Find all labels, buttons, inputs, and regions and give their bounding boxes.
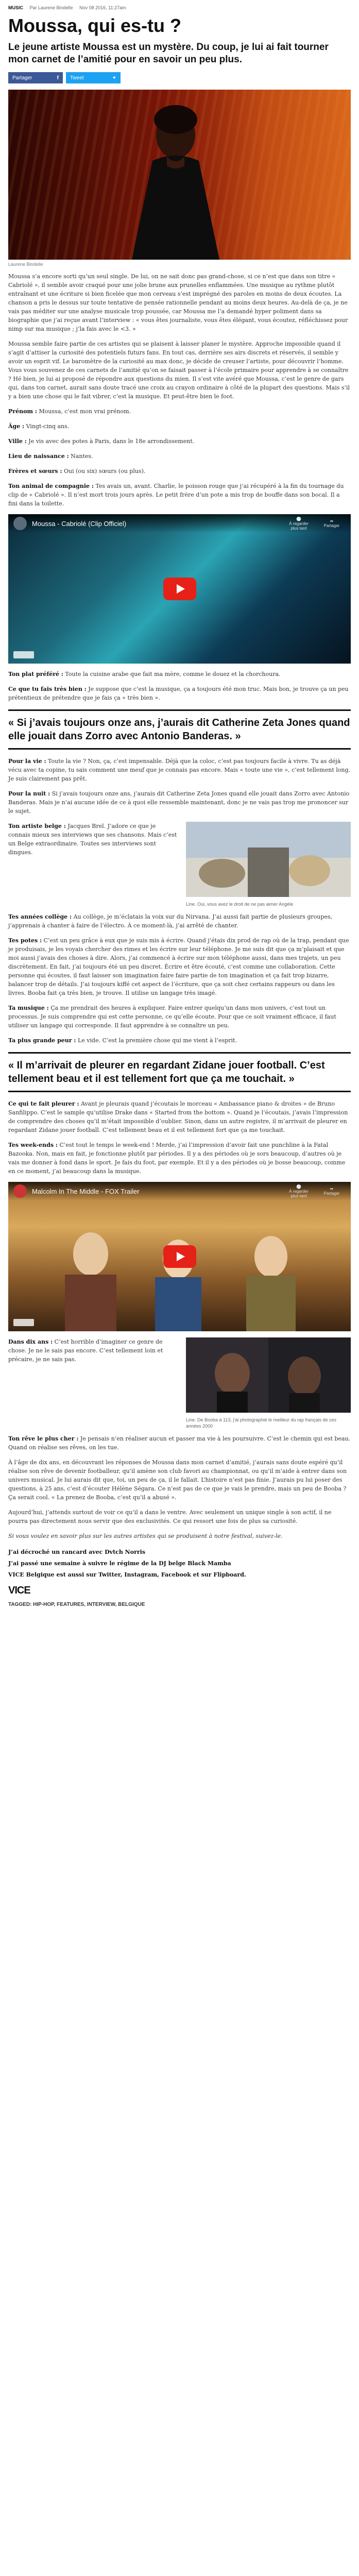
qa-label: Ce qui te fait pleurer :: [8, 1100, 79, 1107]
youtube-logo-icon[interactable]: [13, 651, 34, 658]
qa-pleurer: [8, 1099, 351, 1134]
qa-label: Ta plus grande peur :: [8, 1037, 76, 1044]
qa-label: Tes week-ends :: [8, 1142, 58, 1148]
qa-label: Ton artiste belge :: [8, 823, 66, 829]
qa-potes: [8, 936, 351, 997]
play-icon[interactable]: [163, 1245, 196, 1268]
qa-answer: Nantes.: [71, 453, 93, 460]
qa-reve: [8, 1434, 351, 1452]
qa-label: Âge :: [8, 423, 25, 430]
share-row: [8, 72, 351, 83]
footer-link-2-anchor[interactable]: J’ai passé une semaine à suivre le régime de la DJ belge Black Mamba: [8, 1560, 231, 1567]
video-share-label: Partager: [323, 523, 340, 528]
section-label[interactable]: MUSIC: [8, 5, 23, 10]
article-meta: [8, 0, 351, 12]
qa-label: Ton plat préféré :: [8, 671, 63, 677]
hero-portrait-figure: [122, 99, 230, 260]
facebook-share-button[interactable]: [8, 72, 63, 83]
qa-musique: [8, 1004, 351, 1030]
related-image-1[interactable]: [186, 822, 351, 897]
aujourdhui-paragraph: Aujourd’hui, j’attends surtout de voir ce qu’il a dans le ventre. Avec seulement un unique single à son actif, il ne pourra pas directement nous servir que des exclusivités. Ce qui ressort une fois de plus sa curiosité.: [8, 1509, 332, 1524]
twitter-icon: ✦: [112, 75, 116, 81]
channel-avatar[interactable]: [13, 1184, 27, 1198]
related-card-1[interactable]: [186, 822, 351, 907]
author-byline[interactable]: Par Laurene Bindelle: [29, 5, 73, 10]
qa-answer: Je vis avec des potes à Paris, dans le 18e arrondissement.: [28, 438, 195, 445]
qa-answer: Tes avais un, avant. Charlie, le poisson rouge que j’ai récupéré à la fin du tournage du clip de « Cabriolé ». Il n’est mort trois jours après. Le petit frère d’un pote a mis trop de bouffe dans son bocal. Il a fini dans la toilette.: [8, 483, 344, 507]
qa-answer: C’est un peu grâce à eux que je suis mis à écrire. Quand j’étais dix prod de rap où de la trap, pendant que je produisais, je les voyais chercher des rimes et les écrire sur leur téléphone. Je me suis dit que ça m’plaisait et que moi aussi j’avais des choses à dire. Alors, j’ai commencé à écrire sur mon téléphone aussi, dans mes trajets, un peu discrètement. En fait, j’ai toujours été un peu discret. Écrire et être écouté, c’est comme une collaboration. Cette personne qui écoutes, il faut laisser son imagination faire faire partie de ton imagination et ça fait trop bizarre, balancer trop de détails. J’ai toujours kiffé cet aspect de l’écriture, que ça soit chez certains rappeurs ou dans les livres. Booba fait ça très bien, je trouve. Il utilise un langage très imagé.: [8, 937, 349, 996]
qa-answer: Toute la vie ? Non, ça, c’est impensable. Déjà que la coloc, c’est pas toujours facile à vivre. Tu as déjà vécu avec ta copine, tu sais comment une meuf que je connais pas encore. Mais « toute une vie », c’est tellement long. Je suis clairement pas prêt.: [8, 758, 351, 782]
qa-plat: [8, 670, 351, 679]
qa-label: Pour la vie :: [8, 758, 46, 765]
video-share-button[interactable]: [318, 1187, 346, 1196]
pull-quote-1: « Si j’avais toujours onze ans, j’aurais dit Catherine Zeta Jones quand elle jouait dans Zorro avec Antonio Banderas. »: [8, 709, 351, 750]
qa-answer: Je suppose que c’est la musique, ça a toujours été mon truc. Mais bon, je trouve ça un peu prétentieux de prétendre que je fais ça « très bien ».: [8, 686, 349, 701]
qa-label: Ville :: [8, 438, 27, 445]
qa-answer: Avant je pleurais quand j’écoutais le morceau « Ambassance piano & droites » de Bruno Sanfilippo. C’est le sample qu’utilise Drake dans « Started from the bottom ». Quand je l’écoutais, j’avais l’impression de comprendre des choses qu’il m’était impossible d’oublier. Sinon, dans un autre registre, il m’arrivait de pleurer en regardant Zidane jouer football. C’est tellement beau et il est tellement fort que ça me touchait.: [8, 1100, 348, 1133]
qa-answer: Ça me prendrait des heures à expliquer. Faire entrer quelqu’un dans mon univers, c’est tout un processus. Je suis comprendre qui est cette personne, ce qu’elle écoute. Pour que ce soit vraiment efficace, il faut utiliser un langage qui corresponde. Il faut apprendre à se connaître un peu.: [8, 1005, 336, 1029]
video-share-label: Partager: [323, 1191, 340, 1196]
hero-caption: Laurene Bindelle: [8, 262, 43, 267]
video-header: [8, 1182, 351, 1200]
footer-links: [8, 1547, 351, 1581]
channel-avatar[interactable]: [13, 517, 27, 530]
qa-answer: Vingt-cinq ans.: [26, 423, 70, 430]
qa-ville: [8, 437, 351, 446]
qa-label: Dans dix ans :: [8, 1338, 53, 1345]
twitter-share-button[interactable]: [66, 72, 121, 83]
intro-paragraph-2: Moussa semble faire partie de ces artistes qui se plaisent à laisser planer le mystère. Approche impossible quand il s’agit d’attiser la curiosité des potentiels futurs fans. En tout cas, derrière ses airs discrets et réservés, il semble y avoir un esprit vif. Le baromètre de la curiosité au max donc, je décide de creuser l’artiste, pour découvrir l’homme. Vous vous souvenez de ces carnets de l’amitié qu’on se faisait passer à l’école primaire pour apprendre à se connaître ? Hé bien, je lui ai proposé de répondre aux questions du mien. Il s’est vite avéré que Moussa, c’est le genre de gars qui, dans ton carnet, aurait sans doute tracé une croix au crayon ordinaire à côté de la plupart des questions. Mais s’il y a bien une chose qui le fait vibrer, c’est la musique. Et peut-être bien le foot.: [8, 341, 350, 400]
closing-paragraph: À l’âge de dix ans, en découvrant les réponses de Moussa dans mon carnet d’amitié, j’aurais sans doute espéré qu’il réalise son rêve de devenir footballeur, qu’il amène son club favori au championnat, ou qu’il m’aide à entrer dans son univers musical. Je lui aurais dit que, toi, un peu de ça, il le fallait. L’histoire n’est pas finie. J’aurais pu lui poser des questions, à 25 ans, c’est d’écouter Hélène Ségara. Ce n’est pas de ce que je vais le prendre, mais un peu de Booba ? Ça serait cool. « La prenez de Booba, c’est qu’il a abusé ».: [8, 1459, 347, 1501]
vice-logo[interactable]: VICE: [8, 1585, 30, 1596]
qa-answer: Toute la cuisine arabe que fait ma mère, comme le douez et la chorchoura.: [65, 671, 281, 677]
video-title[interactable]: Malcolm In The Middle - FOX Trailer: [32, 1187, 140, 1195]
qa-answer: Oui (ou six) sœurs (ou plus).: [64, 468, 146, 474]
watch-later-button[interactable]: [285, 1184, 313, 1198]
youtube-logo-icon[interactable]: [13, 1319, 34, 1326]
qa-freres: [8, 467, 351, 476]
qa-answer: Le vide. C’est la première chose qui me vient à l’esprit.: [77, 1037, 237, 1044]
qa-naissance: [8, 452, 351, 461]
share-arrow-icon: ➦: [330, 519, 334, 523]
qa-label: Tes potes :: [8, 937, 42, 944]
qa-label: Tes années collège :: [8, 913, 72, 920]
qa-prenom: [8, 407, 351, 416]
video-embed-cabriole[interactable]: [8, 514, 351, 664]
qa-label: Ton animal de compagnie :: [8, 483, 94, 489]
article-title: Moussa, qui es-tu ?: [8, 15, 182, 36]
qa-weekend: [8, 1141, 351, 1176]
clock-icon: 🕑: [296, 516, 301, 521]
watch-later-label: À regarder plus tard: [289, 1189, 309, 1198]
qa-label: Prénom :: [8, 408, 37, 415]
qa-label: Lieu de naissance :: [8, 453, 69, 460]
watch-later-button[interactable]: [285, 517, 313, 531]
facebook-share-label: Partager: [12, 75, 32, 81]
qa-animal: [8, 482, 351, 508]
footer-link-1-anchor[interactable]: J’ai décroché un rancard avec Dvtch Norris: [8, 1549, 146, 1555]
footer-link-1[interactable]: [8, 1547, 351, 1558]
qa-talent: [8, 685, 351, 702]
italic-note: Si vous voulez en savoir plus sur les autres artistes qui se produisent à notre festival, suivez-le.: [8, 1533, 283, 1539]
video-header: [8, 514, 351, 533]
twitter-share-label: Tweet: [70, 75, 84, 81]
qa-age: [8, 422, 351, 431]
clock-icon: 🕑: [296, 1184, 301, 1189]
qa-pour-la-vie: [8, 757, 351, 783]
qa-pour-la-nuit: [8, 789, 351, 816]
publish-date: Nov 08 2016, 11:27am: [79, 5, 126, 10]
footer-link-3[interactable]: [8, 1569, 351, 1581]
video-embed-malcolm[interactable]: [8, 1182, 351, 1331]
qa-college: [8, 912, 351, 930]
qa-label: Frères et sœurs :: [8, 468, 62, 474]
related-card-2[interactable]: [186, 1337, 351, 1429]
qa-answer: Jacques Brel. J’adore ce que je connais mieux ses interviews que ses chansons. Mais c’est un Belge extraordinaire. Toutes ses interviews sont dingues.: [8, 823, 177, 856]
share-arrow-icon: ➦: [330, 1187, 334, 1191]
article-tags[interactable]: TAGGED: HIP-HOP, FEATURES, INTERVIEW, BELGIQUE: [8, 1602, 145, 1607]
qa-answer: Si j’avais toujours onze ans, j’aurais dit Catherine Zeta Jones quand elle jouait dans Zorro avec Antonio Banderas. Mais je n’ai aucune idée de ce à quoi elle ressemble maintenant, donc je ne vais pas trop me prononcer sur le sujet.: [8, 790, 350, 815]
article-lead: Le jeune artiste Moussa est un mystère. Du coup, je lui ai fait tourner mon carnet de l’amitié pour en savoir un peu plus.: [8, 42, 329, 65]
qa-answer: C’est tout le temps le week-end ! Merde, j’ai l’impression d’avoir fait une punchline à la Fatal Bazooka. Non, mais en fait, je fonctionne plutôt par périodes. Il y a des périodes où je sors beaucoup, d’autres où je vais me donner à fond dans le sport. Je fais du foot, par exemple. Et il y a des périodes où je bosse beaucoup, comme en ce moment, j’ai beaucoup dans la musique.: [8, 1142, 346, 1175]
qa-label: Ta musique :: [8, 1005, 49, 1011]
facebook-icon: f: [57, 75, 59, 81]
footer-link-3-anchor[interactable]: VICE Belgique est aussi sur Twitter, Instagram, Facebook et sur Flipboard.: [8, 1571, 246, 1578]
qa-answer: C’est horrible d’imaginer ce genre de chose. Je ne le sais pas encore. C’est tellement loin et précaire, je ne sais pas.: [8, 1338, 163, 1363]
article-column: [8, 0, 351, 1607]
qa-label: Pour la nuit :: [8, 790, 50, 797]
related-caption-2[interactable]: Line. De Booba à 113, j’ai photographié le meilleur du rap français de ces années 2000: [186, 1417, 337, 1429]
qa-label: Ce que tu fais très bien :: [8, 686, 87, 692]
qa-peur: [8, 1036, 351, 1045]
video-share-button[interactable]: [318, 519, 346, 528]
pull-quote-2: « Il m’arrivait de pleurer en regardant Zidane jouer football. C’est tellement beau et il est tellement fort que ça me touchait. »: [8, 1052, 351, 1092]
intro-paragraph-1: Moussa s’a encore sorti qu’un seul single. De lui, on ne sait donc pas grand-chose, si ce n’est que dans son titre « Cabriolé », il semble avoir craqué pour une jolie brune aux prunelles enflammées. Une musique au rythme plutôt entraînant et une écriture si bien ficelée que mon cerveau s’est imprégné des paroles en moins de deux écoutes. La chanson a pris le dessus sur toute tentative de pensée rationnelle pendant au moins deux heures. Au-delà de ça, je ne vais pas méditer sur une analyse musicale trop poussée, car Moussa me l’a demandé hyper poliment dans sa biographie que j’ai reçue avant l’interview : « vous êtes journaliste, vous êtes élégant, vous écoutez, réfléchissez pour nimp sur ma musique ; j’la fais avec le <3. »: [8, 273, 348, 332]
hero-photo: [8, 90, 351, 260]
play-icon[interactable]: [163, 578, 196, 600]
related-caption-1[interactable]: Line. Oui, vous avez le droit de ne pas aimer Angèle: [186, 902, 294, 907]
qa-answer: Je pensais n’en réaliser aucun et passer ma vie à les poursuivre. C’est le chemin qui est beau. Quand on réalise ses rêves, on les tue.: [8, 1435, 351, 1451]
video-title[interactable]: Moussa - Cabriolé (Clip Officiel): [32, 519, 127, 528]
qa-answer: Moussa, c’est mon vrai prénom.: [39, 408, 131, 415]
watch-later-label: À regarder plus tard: [289, 521, 309, 531]
qa-answer: Au collège, je m’éclatais la voix sur du Nirvana. J’ai aussi fait partie de plusieurs groupes, j’apprenais à chanter à faire de l’électro. À ce moment-là, j’ai arrêté de chanter.: [8, 913, 333, 929]
qa-label: Ton rêve le plus cher :: [8, 1435, 79, 1442]
footer-link-2[interactable]: [8, 1558, 351, 1569]
related-image-2[interactable]: [186, 1337, 351, 1413]
